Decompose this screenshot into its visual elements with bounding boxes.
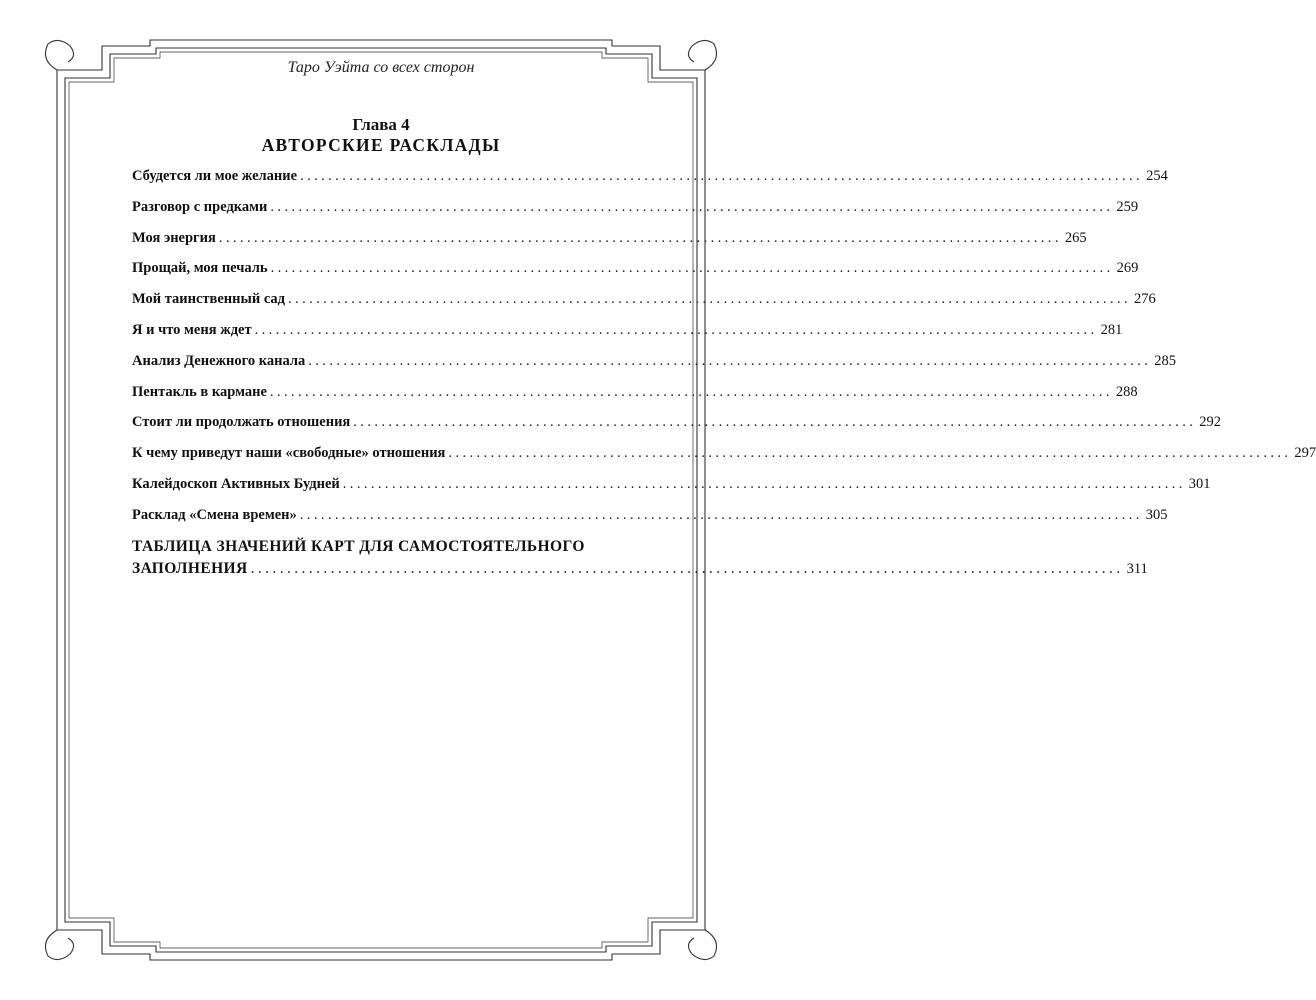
dot-leader: ........................................................................................................................ — [270, 260, 1114, 277]
toc-entry-title: Мой таинственный сад — [132, 291, 286, 308]
dot-leader: ........................................................................................................................ — [308, 352, 1152, 369]
chapter-number: Глава 4 — [352, 115, 410, 134]
toc-entry-page: 288 — [1115, 383, 1138, 400]
toc-entry-title: Разговор с предками — [132, 198, 268, 215]
dot-leader: ........................................................................................................................ — [250, 560, 1124, 577]
toc-entry[interactable] — [132, 475, 1211, 507]
table-of-contents — [132, 168, 1316, 538]
toc-entry-title: К чему приведут наши «свободные» отношения — [132, 445, 446, 462]
dot-leader: ........................................................................................................................ — [448, 445, 1292, 462]
toc-entry-title: Расклад «Смена времен» — [132, 506, 297, 523]
toc-entry[interactable] — [132, 198, 1139, 230]
toc-entry-page: 301 — [1188, 475, 1211, 492]
toc-entry-page: 259 — [1116, 198, 1139, 215]
toc-entry[interactable] — [132, 229, 1087, 261]
toc-entry[interactable] — [132, 168, 1168, 199]
toc-entry[interactable] — [132, 414, 1222, 445]
toc-entry-title: Пентакль в кармане — [132, 383, 267, 400]
appendix-title-line2: ЗАПОЛНЕНИЯ — [132, 560, 248, 577]
toc-entry-page: 276 — [1134, 291, 1156, 308]
dot-leader: ........................................................................................................................ — [300, 168, 1144, 184]
toc-entry[interactable] — [132, 291, 1156, 322]
toc-entry-title: Стоит ли продолжать отношения — [132, 414, 351, 431]
toc-entry-title: Калейдоскоп Активных Будней — [132, 475, 340, 492]
toc-entry[interactable] — [132, 321, 1123, 353]
dot-leader: ........................................................................................................................ — [342, 475, 1186, 492]
toc-entry[interactable] — [132, 260, 1139, 291]
toc-entry[interactable] — [132, 383, 1138, 415]
dot-leader: ........................................................................................................................ — [353, 414, 1197, 431]
dot-leader: ........................................................................................................................ — [269, 383, 1113, 400]
toc-entry-page: 254 — [1146, 168, 1168, 184]
toc-entry-title: Анализ Денежного канала — [132, 352, 306, 369]
chapter-title: АВТОРСКИЕ РАСКЛАДЫ — [261, 135, 501, 155]
dot-leader: ........................................................................................................................ — [288, 291, 1132, 308]
dot-leader: ........................................................................................................................ — [218, 229, 1062, 246]
toc-entry-page: 281 — [1100, 321, 1123, 338]
toc-entry-page: 292 — [1199, 414, 1222, 431]
toc-entry-title: Я и что меня ждет — [132, 321, 252, 338]
toc-entry[interactable] — [132, 445, 1316, 476]
toc-entry-page: 269 — [1116, 260, 1139, 277]
dot-leader: ........................................................................................................................ — [254, 321, 1098, 338]
toc-entry-page: 305 — [1145, 506, 1168, 523]
toc-entry-title: Прощай, моя печаль — [132, 260, 268, 277]
toc-entry-page: 285 — [1154, 352, 1176, 369]
running-head: Таро Уэйта со всех сторон — [287, 59, 475, 76]
toc-entry[interactable] — [132, 352, 1176, 384]
toc-entry-page: 265 — [1064, 229, 1087, 246]
dot-leader: ........................................................................................................................ — [270, 198, 1114, 215]
toc-entry-title: Моя энергия — [132, 229, 216, 246]
appendix-title-line1: ТАБЛИЦА ЗНАЧЕНИЙ КАРТ ДЛЯ САМОСТОЯТЕЛЬНОГО — [132, 538, 585, 555]
toc-entry-page: 297 — [1294, 445, 1316, 462]
toc-appendix-entry[interactable] — [132, 538, 1148, 582]
appendix-page: 311 — [1126, 561, 1148, 577]
dot-leader: ........................................................................................................................ — [299, 506, 1143, 523]
toc-entry-title: Сбудется ли мое желание — [132, 168, 298, 184]
toc-entry[interactable] — [132, 506, 1168, 538]
